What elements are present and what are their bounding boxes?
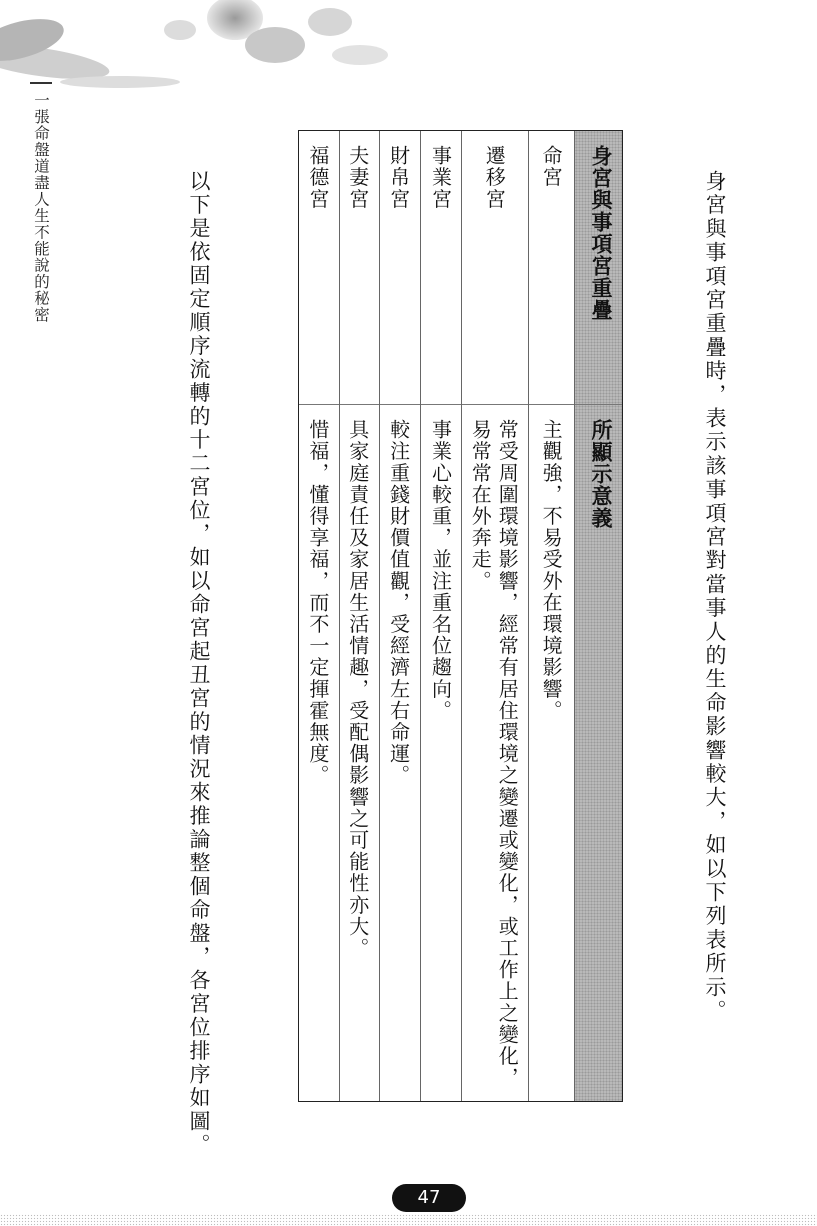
- palace-name: 福德宮: [305, 145, 330, 210]
- table-row: [461, 131, 528, 1101]
- palace-meaning-table: [298, 130, 623, 1102]
- table-row: [379, 131, 420, 1101]
- intro-paragraph: 身宮與事項宮重疊時，表示該事項宮對當事人的生命影響較大，如以下列表所示。: [703, 170, 727, 1024]
- palace-name: 財帛宮: [386, 145, 411, 210]
- outro-paragraph: 以下是依固定順序流轉的十二宮位，如以命宮起丑宮的情況來推論整個命盤，各宮位排序如圖。: [187, 170, 211, 1157]
- table-row: [299, 131, 339, 1101]
- palace-meaning: 常受周圍環境影響，經常有居住環境之變遷或變化，或工作上之變化，: [495, 419, 520, 1089]
- palace-meaning: 較注重錢財價值觀，受經濟左右命運。: [386, 419, 411, 787]
- leaf-decoration-icon: [0, 0, 420, 100]
- palace-meaning: 事業心較重，並注重名位趨向。: [428, 419, 453, 722]
- table-row: [528, 131, 574, 1101]
- header-col-palace: 身宮與事項宮重疊: [589, 145, 613, 321]
- palace-meaning: 惜福，懂得享福，而不一定揮霍無度。: [305, 419, 330, 787]
- palace-meaning: 具家庭責任及家居生活情趣，受配偶影響之可能性亦大。: [345, 419, 370, 959]
- palace-meaning: 主觀強，不易受外在環境影響。: [539, 419, 564, 722]
- running-head: 一張命盤道盡人生不能說的秘密: [30, 82, 52, 323]
- table-row: [339, 131, 379, 1101]
- page-number: 47: [392, 1184, 466, 1212]
- palace-name: 遷移宮: [482, 145, 507, 210]
- palace-name: 事業宮: [428, 145, 453, 210]
- table-row: [420, 131, 462, 1101]
- palace-name: 命宮: [539, 145, 564, 189]
- table-header-row: [574, 131, 622, 1101]
- footer-texture: [0, 1214, 817, 1226]
- palace-name: 夫妻宮: [345, 145, 370, 210]
- header-col-meaning: 所顯示意義: [589, 419, 613, 529]
- palace-meaning-continued: 易常常在外奔走。: [468, 419, 493, 592]
